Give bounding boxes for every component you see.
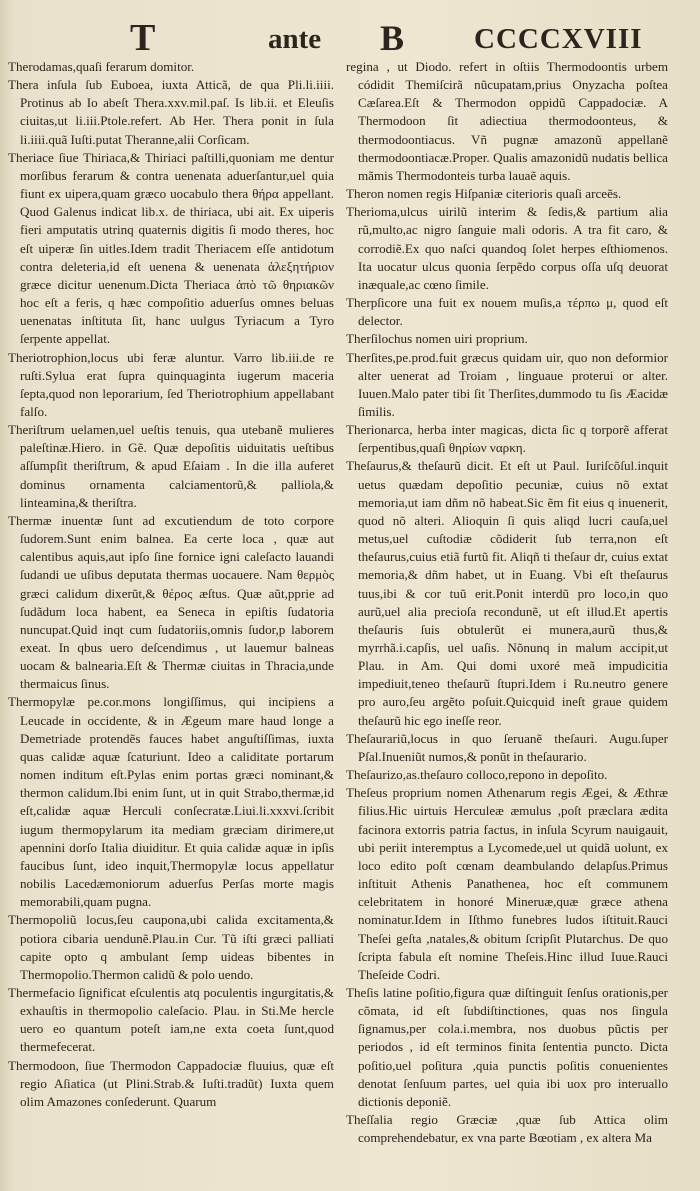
dictionary-entry: Theſis latine poſitio,figura quæ diſtinguit ſenſus orationis,per cõmata, id eſt ſubdiſtinctiones, quas nos ſingula ſignamus,per cola.i.membra, nos duobus pũctis per periodos , id eſt terminos finita ſententia puncto. Dicta poſitio,uel poſitura ,quia punctis poſitis conuenientes denotat ſenſuum partes, uel quia ibi uox pro interuallo dictionis deponiẽ.: [346, 984, 668, 1109]
dictionary-entry: Therodamas,quaſi ferarum domitor.: [8, 59, 195, 74]
dictionary-entry: Therſilochus nomen uiri proprium.: [346, 331, 528, 347]
header-mark: B: [380, 18, 405, 58]
dictionary-entry: Thermæ inuentæ ſunt ad excutiendum de toto corpore ſudorem.Sunt enim balnea. Ea certe loca , quæ aut calentibus aquis,aut ipſo ſine fornice igni caleſacto lauandi ſudandi ue uſibus deputata thermas uocauere. Nam θερμὸς græci calidum dixerũt,& θέρος æſtus. Quæ aũt,pprie ad ſudãdum loca habent, ea Seneca in epiſtis ſudatoria nuncupat.Quid inqt cum ſudatoriis,omnis ſudor,p laborem exeat. In qbus uero deſcendimus , ut lauemur balneas uocam & balnearia.Eſt & Thermæ ciuitas in Thracia,unde thermaicus ſinus.: [8, 512, 334, 692]
dictionary-entry: Thermodoon, ſiue Thermodon Cappadociæ fluuius, quæ eſt regio Aſiatica (ut Plini.Strab.& Iuſti.tradũt) Iuxta quem olim Amazones conſederunt. Quarum: [8, 1057, 334, 1109]
dictionary-entry: Theriace ſiue Thiriaca,& Thiriaci paſtilli,quoniam me dentur morſibus ferarum & contra uenenata aduerſantur,uel quia fiunt ex uipera,quam græco uocabulo thera θήρα appellant. Quod Galenus indicat lib.x. de thiriaca, ubi ait. Ex uiperis fieri amputatis utrinq quaternis digitis ſi modo theres, hoc eſt uiperæ ſin uitles.Idem tradit Theriacem eſſe antidotum contra deleteria,id eſt uenena & uenenata ἀλεξητήριον græce dicitur uenenum.Dicta Theriaca ἀπὸ τῶ θηριακῶν hoc eſt a feris, q hæc compoſitio aduerſus omnes beluas uenenatas inſtituta ſit, hanc uulgus Tyriacum a Tyro ſerpente appellat.: [8, 149, 334, 347]
dictionary-entry: regina , ut Diodo. refert in oſtiis Thermodoontis urbem códidit Themiſcirã nũcupatam,prius Onyzacha poſtea Cæſarea.Eſt & Thermodon oppidũ Cappadociæ. A Thermodoon ſit adiectiua thermodoonteus, & thermodoontiacus. Vñ pugnæ amazonũ appellanẽ thermodoontiacæ.Proper. Qualis amazonidũ nudatis bellica mãmis Thermodonteis turba lauaẽ aquis.: [346, 59, 668, 183]
dictionary-entry: Therpſicore una fuit ex nouem muſis,a τέρπω μ, quod eſt delector.: [346, 295, 668, 329]
dictionary-entry: Theron nomen regis Hiſpaniæ citerioris quaſi arceẽs.: [346, 186, 622, 202]
dictionary-entry: Therionarca, herba inter magicas, dicta ſic q torporẽ afferat ſerpentibus,quaſi θηρίων ναρκη.: [346, 422, 668, 456]
dictionary-entry: Thera inſula ſub Euboea, iuxta Atticã, de qua Pli.li.iiii. Protinus ab Io abeſt Thera.xxv.mil.paſ. Is lib.ii. et Eleuſis ciuitas,ut li.iii.Ptole.refert. Ab Her. Thera ponit in ſula li.iiii.quã Iuſti.putat Theranne,alii Corſicam.: [8, 77, 334, 147]
dictionary-entry: Theſeus proprium nomen Athenarum regis Ægei, & Æthræ filius.Hic uirtuis Herculeæ æmulus ,poſt præclara ædita facinora extorris patria factus, in inſula Scyrum nauigauit, ubi periit interemptus a Lycomede,uel ut quidã uolunt, ex loco edito poſt cœnam deambulando delapſus.Primus inſtituit Athenis Panathenea, hoc eſt communem celebritatem in honoré Mineruæ,quæ græce athena nominatur.Idem in Iſthmo funebres ludos iſtituit.Rauci Theſei geſta ,natales,& obitum ſcripſit Plutarchus. De quo ſcripta fabula eſt nomine Theſeis.Hinc illud Iuue.Rauci Theſeide Codri.: [346, 785, 668, 982]
folio-number: CCCCXVIII: [474, 23, 643, 55]
running-header: [0, 18, 700, 58]
right-column: [346, 58, 668, 1158]
dictionary-entry: Theſaurariũ,locus in quo ſeruanẽ theſauri. Augu.ſuper Pſal.Inueniũt numos,& ponũt in theſaurario.: [346, 730, 668, 764]
dictionary-entry: Theriſtrum uelamen,uel ueſtis tenuis, qua utebanẽ mulieres paleſtinæ.Hiero. in Gẽ. Quæ depoſitis uiduitatis ueſtibus aſſumpſit theriſtrum, & apud Eſaiam . In die illa auferet dominus ornamenta calciamentorũ,& palliola,& linteamina,& theriſtra.: [8, 422, 334, 510]
header-initial-letter: T: [130, 17, 156, 59]
dictionary-entry: Therioma,ulcus uirilũ interim & ſedis,& partium alia rũ,multo,ac nigro ſanguie mali odoris. A tra fit caro, & corrodiẽ.Ex quo naſci quandoq ſolet herpes eſthiomenos. Ita uocatur ulcus quonia ſerpẽdo corpus oſſa uſq deuorat inæquale,ac cœno ſimile.: [346, 204, 668, 292]
left-column: [8, 58, 334, 1158]
dictionary-entry: Theriotrophion,locus ubi feræ aluntur. Varro lib.iii.de re ruſti.Sylua erat ſupra quinquaginta iugerum maceria ſepta,quod non leporarium, ſed Theriotrophium appellabant falſo.: [8, 349, 334, 419]
dictionary-entry: Theſaurus,& theſaurũ dicit. Et eſt ut Paul. Iuriſcõſul.inquit uetus quædam depoſitio pecuniæ, cuius nõ extat memoria,ut iam dñm nõ habeat.Sic ẽm fit eius q inuenerit, quod nõ alteri. Alioquin ſi quis aliqd lucri cauſa,uel metus,uel cuſtodiæ cõdiderit ſub terra,non eſt theſaurus,cuius etiã furtũ fit. Aliqñ ti theſaur dr, cuius extat memoria,& dñm habet, ut in Euang. Vbi eſt theſaurus tuus,ibi & cor tuũ erit.Ponit interdũ pro loco,in quo aurũ,uel alia precioſa recondunẽ, ut eſt illud.Et apertis theſauris ſuis obtulerũt ei munera,aurũ thus,& myrrhã.i.capſis, uel uaſis. Nõnunq in malum accipit,ut Plau. in Am. Qui domi uxoré meã impudicitia impediuit,teneo theſaurũ ſtupri.Idem i Ru.neutro genere pro auro,ſeu argẽto poſuit.Quicquid ineſt graue quidem theſaurũ hic ego ineſſe reor.: [346, 458, 668, 728]
dictionary-entry: Theſaurizo,as.theſauro colloco,repono in depoſito.: [346, 767, 608, 783]
dictionary-entry: Theſſalia regio Græciæ ,quæ ſub Attica olim comprehendebatur, ex vna parte Bœotiam , ex altera Ma: [346, 1112, 668, 1146]
dictionary-entry: Thermopoliũ locus,ſeu caupona,ubi calida excitamenta,& potiora cibaria uendunẽ.Plau.in Cur. Tũ iſti græci palliati capite opto q ambulant ſemp uideas bibentes in Thermopolio.Thermon calidũ & polo uendo.: [8, 912, 334, 982]
header-title-word: ante: [268, 23, 322, 55]
dictionary-entry: Thermopylæ pe.cor.mons longiſſimus, qui incipiens a Leucade in occidente, & in Ægeum mare haud longe a Demetriade protendẽs fauces habet anguſtiſſimas, iuxta quas calidæ aquæ ſcaturiunt. Ideo a caliditate portarum nomen inditum eſt.Pylas enim portas græci nominant,& thermon calidum.Ibi enim ſunt, ut in quit Strabo,thermæ,id eſt,calidæ aquæ Herculi conſecratæ.Liui.li.xxxvi.ſcribit iugum thermopylarum ita mediam græciam dirimere,ut apennini dorſo Italia diuiditur. Et quia calidæ aquæ in ipſis faucibus ſunt, ideo inquit,Thermopylæ locus appellatur nobilis Lacedæmoniorum aduerſus Perſas morte magis memorabili,quam pugna.: [8, 694, 334, 910]
dictionary-entry: Thermefacio ſignificat eſculentis atq poculentis ingurgitatis,& exhauſtis in thermopolio caleſacio. Plau. in Sti.Me hercle uero eo quantum poteſt iam,ne exta coeta ſunt,quod thermefecerat.: [8, 984, 334, 1055]
dictionary-entry: Therſites,pe.prod.fuit græcus quidam uir, quo non deformior alter uenerat ad Troiam , linguaue proterui or alter. Iuuen.Malo pater tibi ſit Therſites,dummodo tu ſis Æacidæ ſimilis.: [346, 349, 668, 419]
